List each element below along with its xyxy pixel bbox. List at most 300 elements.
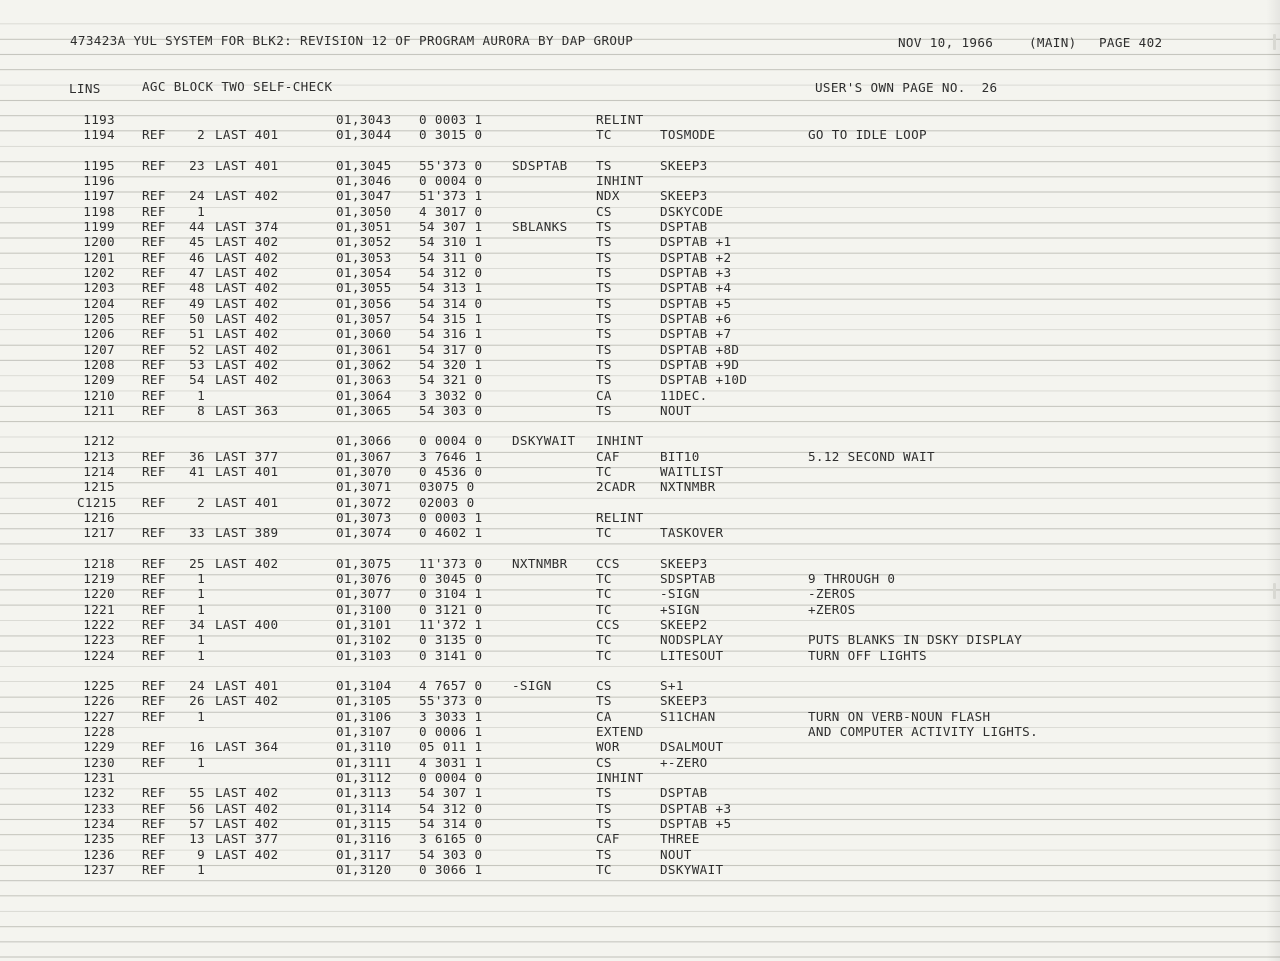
ref-tag: REF [142,372,166,388]
line-number: 1210 [83,387,115,403]
operand: NXTNMBR [660,479,716,495]
ref-number: 1 [197,647,205,663]
line-number: 1208 [83,357,115,373]
octal-code: 3 3033 1 [419,708,483,724]
ref-number: 52 [189,341,205,357]
address: 01,3044 [336,127,392,143]
ref-tag: REF [142,570,166,586]
octal-code: 0 0004 0 [419,172,483,188]
ref-tag: REF [142,464,166,479]
line-number: 1204 [83,295,115,311]
comment: PUTS BLANKS IN DSKY DISPLAY [808,632,1023,648]
ref-tag: REF [142,203,166,219]
octal-code: 0 3104 1 [419,586,483,602]
line-number: 1223 [83,632,115,648]
operand: DSPTAB +10D [660,372,748,388]
octal-code: 54 315 1 [419,311,483,326]
operand: -SIGN [660,586,700,602]
opcode: TC [596,586,612,602]
address: 01,3074 [336,525,392,541]
ref-tag: REF [142,831,166,847]
ref-tag: REF [142,586,166,602]
ref-last: LAST 402 [215,311,279,326]
ref-last: LAST 402 [215,188,279,204]
address: 01,3105 [336,693,392,709]
ref-last: LAST 402 [215,295,279,311]
operand: S+1 [660,677,684,693]
opcode: TS [596,264,612,280]
octal-code: 02003 0 [419,494,475,510]
ref-last: LAST 364 [215,739,279,755]
symbol-label: SBLANKS [512,218,568,234]
opcode: CS [596,203,612,219]
header-main: (MAIN) [1029,35,1077,50]
line-number: 1196 [83,172,115,188]
comment: +ZEROS [808,601,856,617]
operand: DSPTAB [660,785,708,801]
opcode: 2CADR [596,479,636,495]
ref-tag: REF [142,311,166,326]
operand: DSPTAB +4 [660,280,732,296]
opcode: EXTEND [596,723,644,739]
address: 01,3103 [336,647,392,663]
ref-number: 1 [197,754,205,770]
ref-last: LAST 401 [215,127,279,143]
opcode: CS [596,754,612,770]
octal-code: 54 312 0 [419,800,483,816]
octal-code: 0 0006 1 [419,723,483,739]
ref-number: 1 [197,601,205,617]
ref-tag: REF [142,555,166,571]
ref-number: 50 [189,311,205,326]
opcode: TS [596,326,612,342]
octal-code: 0 3135 0 [419,632,483,648]
opcode: TC [596,862,612,877]
address: 01,3106 [336,708,392,724]
line-number: 1218 [83,555,115,571]
ref-number: 1 [197,203,205,219]
opcode: TC [596,464,612,479]
operand: DSPTAB +5 [660,295,732,311]
ref-tag: REF [142,280,166,296]
octal-code: 4 7657 0 [419,677,483,693]
ref-tag: REF [142,341,166,357]
opcode: TC [596,127,612,143]
address: 01,3060 [336,326,392,342]
ref-last: LAST 402 [215,372,279,388]
ref-tag: REF [142,632,166,648]
operand: SKEEP2 [660,616,708,632]
address: 01,3052 [336,234,392,250]
line-number: 1219 [83,570,115,586]
opcode: TS [596,800,612,816]
opcode: TC [596,525,612,541]
opcode: TS [596,403,612,419]
opcode: INHINT [596,172,644,188]
ref-tag: REF [142,403,166,419]
line-number: 1222 [83,616,115,632]
ref-tag: REF [142,601,166,617]
ref-last: LAST 363 [215,403,279,419]
address: 01,3120 [336,862,392,877]
ref-tag: REF [142,157,166,173]
opcode: CA [596,708,612,724]
opcode: TC [596,601,612,617]
opcode: TS [596,295,612,311]
ref-number: 55 [189,785,205,801]
operand: 11DEC. [660,387,708,403]
opcode: TS [596,218,612,234]
operand: SKEEP3 [660,188,708,204]
octal-code: 0 0003 1 [419,112,483,127]
address: 01,3111 [336,754,392,770]
ref-last: LAST 400 [215,616,279,632]
ref-tag: REF [142,357,166,373]
octal-code: 11'373 0 [419,555,483,571]
opcode: TS [596,280,612,296]
ref-tag: REF [142,188,166,204]
octal-code: 4 3031 1 [419,754,483,770]
comment: GO TO IDLE LOOP [808,127,927,143]
symbol-label: NXTNMBR [512,555,568,571]
ref-number: 34 [189,616,205,632]
octal-code: 54 307 1 [419,785,483,801]
line-number: 1237 [83,862,115,877]
address: 01,3116 [336,831,392,847]
operand: DSPTAB +3 [660,264,732,280]
ref-last: LAST 402 [215,555,279,571]
line-number: 1221 [83,601,115,617]
ref-number: 57 [189,815,205,831]
octal-code: 54 314 0 [419,815,483,831]
ref-tag: REF [142,127,166,143]
octal-code: 54 313 1 [419,280,483,296]
ref-tag: REF [142,326,166,342]
ref-tag: REF [142,494,166,510]
address: 01,3062 [336,357,392,373]
ref-tag: REF [142,387,166,403]
opcode: TS [596,249,612,265]
operand: TOSMODE [660,127,716,143]
octal-code: 54 317 0 [419,341,483,357]
address: 01,3070 [336,464,392,479]
opcode: CCS [596,616,620,632]
octal-code: 0 3015 0 [419,127,483,143]
operand: DSPTAB +5 [660,815,732,831]
opcode: INHINT [596,433,644,449]
octal-code: 0 0003 1 [419,510,483,525]
opcode: TC [596,570,612,586]
comment: TURN OFF LIGHTS [808,647,927,663]
line-number: 1201 [83,249,115,265]
address: 01,3115 [336,815,392,831]
line-number: 1197 [83,188,115,204]
comment: 5.12 SECOND WAIT [808,448,935,464]
opcode: WOR [596,739,620,755]
ref-last: LAST 377 [215,831,279,847]
opcode: TS [596,341,612,357]
ref-number: 1 [197,862,205,877]
opcode: NDX [596,188,620,204]
opcode: TS [596,357,612,373]
ref-number: 2 [197,127,205,143]
octal-code: 54 312 0 [419,264,483,280]
ref-number: 23 [189,157,205,173]
octal-code: 0 4602 1 [419,525,483,541]
line-number: 1211 [83,403,115,419]
operand: SDSPTAB [660,570,716,586]
comment: 9 THROUGH 0 [808,570,896,586]
address: 01,3066 [336,433,392,449]
opcode: CCS [596,555,620,571]
ref-last: LAST 401 [215,464,279,479]
line-number: 1217 [83,525,115,541]
address: 01,3114 [336,800,392,816]
operand: WAITLIST [660,464,724,479]
line-number: 1233 [83,800,115,816]
ref-number: 1 [197,586,205,602]
ref-last: LAST 402 [215,693,279,709]
line-number: 1231 [83,769,115,785]
address: 01,3102 [336,632,392,648]
ref-tag: REF [142,295,166,311]
address: 01,3072 [336,494,392,510]
octal-code: 4 3017 0 [419,203,483,219]
opcode: TS [596,846,612,862]
opcode: TS [596,157,612,173]
line-number: 1216 [83,510,115,525]
ref-number: 1 [197,632,205,648]
address: 01,3107 [336,723,392,739]
opcode: TS [596,372,612,388]
line-number: 1236 [83,846,115,862]
operand: BIT10 [660,448,700,464]
line-number: 1198 [83,203,115,219]
address: 01,3051 [336,218,392,234]
address: 01,3104 [336,677,392,693]
ref-number: 1 [197,708,205,724]
header-page: PAGE 402 [1099,35,1163,50]
ref-last: LAST 377 [215,448,279,464]
ref-number: 16 [189,739,205,755]
ref-last: LAST 402 [215,815,279,831]
address: 01,3050 [336,203,392,219]
octal-code: 0 0004 0 [419,769,483,785]
operand: DSALMOUT [660,739,724,755]
ref-number: 24 [189,188,205,204]
operand: DSPTAB +9D [660,357,740,373]
symbol-label: DSKYWAIT [512,433,576,449]
line-number: 1199 [83,218,115,234]
line-number: 1225 [83,677,115,693]
section-title: AGC BLOCK TWO SELF-CHECK [142,79,333,94]
operand: DSPTAB +7 [660,326,732,342]
ref-number: 36 [189,448,205,464]
operand: DSPTAB +6 [660,311,732,326]
line-number: 1220 [83,586,115,602]
ref-number: 44 [189,218,205,234]
punch-mark [1273,583,1276,599]
address: 01,3075 [336,555,392,571]
line-number: 1234 [83,815,115,831]
header-title: 473423A YUL SYSTEM FOR BLK2: REVISION 12 OF PROGRAM AURORA BY DAP GROUP [70,33,634,48]
octal-code: 55'373 0 [419,693,483,709]
operand: S11CHAN [660,708,716,724]
ref-last: LAST 402 [215,234,279,250]
address: 01,3046 [336,172,392,188]
ref-tag: REF [142,677,166,693]
line-number: 1235 [83,831,115,847]
line-number: 1228 [83,723,115,739]
line-number: 1203 [83,280,115,296]
octal-code: 11'372 1 [419,616,483,632]
ref-last: LAST 402 [215,249,279,265]
opcode: TC [596,647,612,663]
ref-last: LAST 402 [215,357,279,373]
operand: NODSPLAY [660,632,724,648]
octal-code: 54 321 0 [419,372,483,388]
ref-number: 46 [189,249,205,265]
address: 01,3063 [336,372,392,388]
opcode: CAF [596,831,620,847]
line-number: 1195 [83,157,115,173]
ref-number: 53 [189,357,205,373]
operand: DSPTAB [660,218,708,234]
opcode: CA [596,387,612,403]
octal-code: 54 307 1 [419,218,483,234]
address: 01,3053 [336,249,392,265]
operand: +SIGN [660,601,700,617]
line-number: 1193 [83,112,115,127]
ref-last: LAST 402 [215,280,279,296]
octal-code: 0 3066 1 [419,862,483,877]
address: 01,3067 [336,448,392,464]
operand: SKEEP3 [660,157,708,173]
opcode: TS [596,311,612,326]
address: 01,3117 [336,846,392,862]
line-number: 1206 [83,326,115,342]
octal-code: 05 011 1 [419,739,483,755]
line-number: 1212 [83,433,115,449]
address: 01,3055 [336,280,392,296]
octal-code: 3 7646 1 [419,448,483,464]
ref-number: 41 [189,464,205,479]
ref-number: 2 [197,494,205,510]
octal-code: 03075 0 [419,479,475,495]
octal-code: 54 316 1 [419,326,483,342]
users-page-number: USER'S OWN PAGE NO. 26 [815,80,998,95]
ref-number: 49 [189,295,205,311]
operand: +-ZERO [660,754,708,770]
line-number: 1202 [83,264,115,280]
line-number: 1215 [83,479,115,495]
ref-tag: REF [142,846,166,862]
line-number: 1230 [83,754,115,770]
ref-last: LAST 402 [215,800,279,816]
operand: TASKOVER [660,525,724,541]
line-number: 1213 [83,448,115,464]
ref-number: 24 [189,677,205,693]
octal-code: 54 320 1 [419,357,483,373]
address: 01,3061 [336,341,392,357]
ref-number: 47 [189,264,205,280]
opcode: INHINT [596,769,644,785]
octal-code: 0 4536 0 [419,464,483,479]
ref-number: 54 [189,372,205,388]
opcode: TC [596,632,612,648]
ref-tag: REF [142,234,166,250]
address: 01,3054 [336,264,392,280]
operand: DSPTAB +3 [660,800,732,816]
address: 01,3071 [336,479,392,495]
address: 01,3047 [336,188,392,204]
ref-last: LAST 401 [215,677,279,693]
operand: DSKYWAIT [660,862,724,877]
ref-tag: REF [142,448,166,464]
operand: DSPTAB +2 [660,249,732,265]
operand: DSPTAB +1 [660,234,732,250]
line-number: 1226 [83,693,115,709]
page-edge [1266,0,1280,961]
octal-code: 0 3045 0 [419,570,483,586]
symbol-label: -SIGN [512,677,552,693]
line-number: 1232 [83,785,115,801]
ref-tag: REF [142,708,166,724]
ref-number: 8 [197,403,205,419]
octal-code: 3 6165 0 [419,831,483,847]
address: 01,3113 [336,785,392,801]
ref-tag: REF [142,754,166,770]
ref-tag: REF [142,785,166,801]
ref-tag: REF [142,218,166,234]
ref-number: 48 [189,280,205,296]
line-number: 1194 [83,127,115,143]
octal-code: 0 0004 0 [419,433,483,449]
opcode: TS [596,785,612,801]
ref-number: 26 [189,693,205,709]
operand: SKEEP3 [660,555,708,571]
ref-number: 51 [189,326,205,342]
operand: DSKYCODE [660,203,724,219]
octal-code: 55'373 0 [419,157,483,173]
line-number: 1200 [83,234,115,250]
opcode: TS [596,815,612,831]
address: 01,3112 [336,769,392,785]
symbol-label: SDSPTAB [512,157,568,173]
line-number: 1227 [83,708,115,724]
octal-code: 51'373 1 [419,188,483,204]
ref-number: 1 [197,387,205,403]
ref-tag: REF [142,862,166,877]
ref-number: 13 [189,831,205,847]
address: 01,3065 [336,403,392,419]
ref-tag: REF [142,264,166,280]
octal-code: 54 314 0 [419,295,483,311]
punch-mark [1273,34,1276,50]
line-number: 1205 [83,311,115,326]
octal-code: 54 311 0 [419,249,483,265]
opcode: CAF [596,448,620,464]
col-lins-label: LINS [69,81,101,96]
operand: THREE [660,831,700,847]
octal-code: 0 3141 0 [419,647,483,663]
operand: DSPTAB +8D [660,341,740,357]
line-number: 1229 [83,739,115,755]
ref-tag: REF [142,815,166,831]
octal-code: 3 3032 0 [419,387,483,403]
ref-number: 1 [197,570,205,586]
operand: NOUT [660,403,692,419]
